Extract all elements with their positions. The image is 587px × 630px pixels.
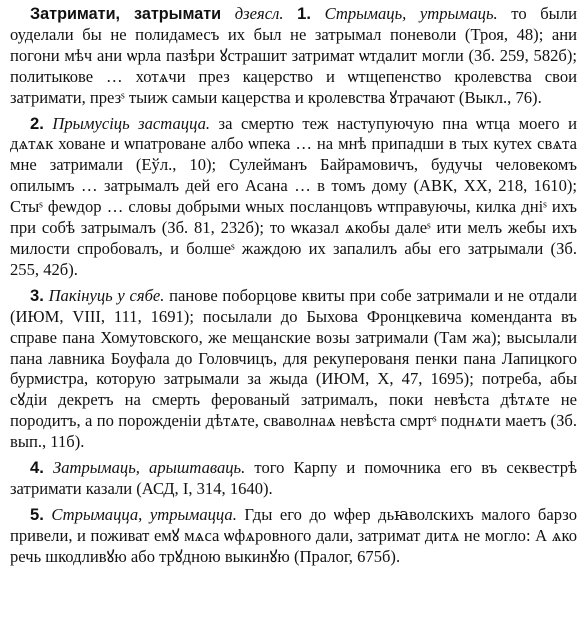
- sense-text: Гды его до ѡфер дьꙗволскихъ малого барзо привели, и поживат емꙋ мѧса ѡфѧровного дали, затримат дитѧ не могло: А ѧко речь шкодливꙋю або трꙋдною выкинꙋю (Пралог, 675б).: [10, 504, 577, 566]
- sense-definition: Стрымаць, утрымаць.: [324, 4, 498, 23]
- sense-3: [10, 286, 577, 453]
- sense-definition: Пакінуць у сябе.: [48, 285, 165, 305]
- sense-5: [10, 505, 577, 568]
- sense-definition: Стрымацца, утрымацца.: [51, 504, 237, 524]
- headword: Затримати, затрымати: [30, 5, 222, 23]
- sense-definition: Затрымаць, арыштаваць.: [52, 458, 246, 478]
- grammar-label: дзеясл.: [234, 4, 284, 23]
- sense-text: за смертю теж наступуючую пна ѡтца моего и дѧтѧк ховане и ѡпатроване албо ѡпека … на мнѣ припадши в тых кутех свѧта мне затримали (Еўл., 10); Сулейманъ Байрамовичъ, будучы человекомъ опилымъ … затрымалъ дей его Асана … в томъ дому (АВК, XX, 218, 1610); Стыˢ феѡдор … словы добрыми ѡных посланцовъ ѡтправуючы, килка днiˢ ихъ при собѣ затрымалъ (Зб. 81, 232б); то ѡказал ѧкобы далеˢ ити мелъ жебы ихъ милости спробовалъ, и болшеˢ жаждою их запалилъ абы его затрымали (Зб. 255, 42б).: [10, 113, 578, 279]
- sense-definition: Прымусіць застацца.: [52, 113, 211, 133]
- sense-number: 2.: [30, 113, 44, 133]
- sense-text: то были оуделали бы не полидамесъ их был не затрымал поневоли (Троя, 48); ани погони мѣч ани ѡрла пазѣри ꙋстрашит затримат ѡтдалит могли (Зб. 259, 582б); политыкове … хотѧчи през кацерство и ѡтщепенство кролевства свои затримати, презˢ тыиж самыи кацерства и кролевства ꙋтрачают (Выкл., 76).: [10, 4, 577, 107]
- sense-4: [10, 458, 577, 500]
- sense-number: 1.: [297, 4, 311, 23]
- sense-number: 4.: [30, 458, 44, 478]
- sense-number: 5.: [30, 504, 44, 524]
- sense-text: того Карпу и помочника его въ секвестрѣ затримати казали (АСД, I, 314, 1640).: [10, 458, 577, 498]
- sense-text: панове поборцове квиты при собе затримали и не отдали (ИЮМ, VIII, 111, 1691); посылали до Быхова Фронцкевича коменданта въ справе пана Хомутовского, же мещанские возы затримали (Там жа); высылали пана лавника Боуфала до Головчицъ, для рекуперованя пенки пана Лапицкого бурмистра, которую затрымали за жыда (ИЮМ, X, 47, 1695); потреба, абы сꙋдiи декретъ на смерть ферованый затрималъ, поки невѣста дѣтѧте не породитъ, а по порожденiи дѣтѧте, сваволнаѧ невѣста смртˢ поднѧти маетъ (Зб. вып., 11б).: [10, 285, 578, 452]
- sense-1: [10, 4, 577, 109]
- sense-number: 3.: [30, 285, 44, 305]
- sense-2: [10, 114, 577, 281]
